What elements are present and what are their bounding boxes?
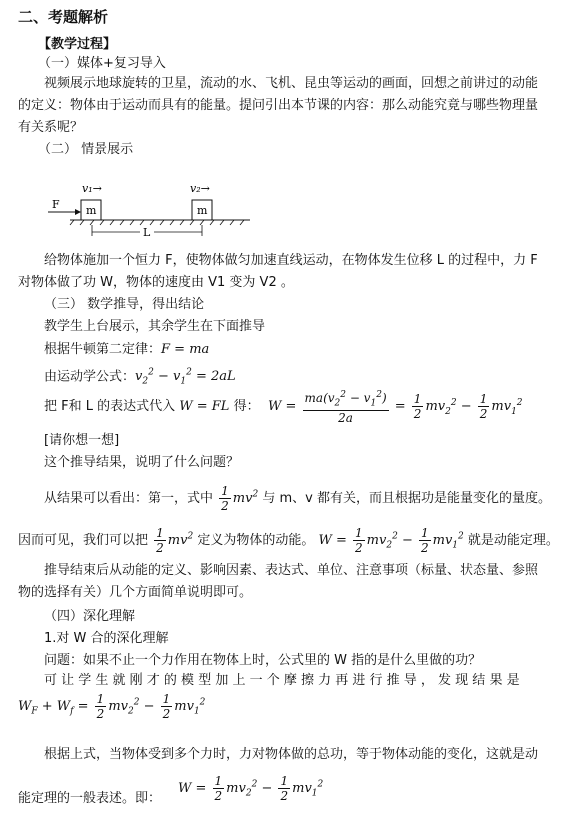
kinematics-label: 由运动学公式： [44, 369, 136, 385]
summary-line2: 物的选择有关）几个方面简单说明即可。 [18, 585, 253, 600]
teaching-process-label: 【教学过程】 [38, 37, 117, 52]
sec3-title: （三） 数学推导，得出结论 [44, 297, 205, 312]
sec1-line1: 视频展示地球旋转的卫星，流动的水、飞机、昆虫等运动的画面，回想之前讲过的动能 [44, 76, 539, 91]
friction-equation: $W_F + W_f$ = $\frac{1}{2}$ $mv_2^2$ − $\frac{1}{2}$ $mv_1^2$ [18, 692, 206, 721]
force-arrow-head [75, 209, 81, 215]
sec3-line1: 教学生上台展示，其余学生在下面推导 [44, 319, 266, 334]
summary-line1: 推导结束后从动能的定义、影响因素、表达式、单位、注意事项（标量、状态量、参照 [44, 563, 539, 578]
v2-label: v₂→ [190, 182, 210, 195]
newton-equation: F = ma [161, 342, 210, 357]
force-label: F [52, 198, 60, 211]
substitution-label: 把 F和 L 的表达式代入 [44, 399, 176, 414]
sec4-line3: 能定理的一般表述。即： [18, 791, 162, 806]
block-2-mass: m [197, 204, 208, 217]
result-line: 从结果可以看出：第一，式中 $\frac{1}{2}$ $mv^2$ 与 m、v 都有关，而且根据功是能量变化的量度。 [44, 484, 551, 513]
section-heading: 二、考题解析 [18, 8, 109, 26]
v1-label: v₁→ [82, 182, 102, 195]
get-label: 得： [233, 399, 260, 414]
think-question: 这个推导结果，说明了什么问题？ [44, 455, 240, 470]
sec4-line1: 可 让 学 生 就 刚 才 的 模 型 加 上 一 个 摩 擦 力 再 进 行 推 导 ， 发 现 结 果 是 [44, 673, 520, 688]
sec2-line1: 给物体施加一个恒力 F，使物体做匀加速直线运动，在物体发生位移 L 的过程中，力 F [44, 253, 538, 268]
derived-equation: W = $\frac{ma(v_2^2 - v_1^2)}{2a}$ = $\frac{1}{2}$ $mv_2^2$ − $\frac{1}{2}$ $mv_1^2$ [268, 390, 523, 426]
definition-line: 因而可见，我们可以把 $\frac{1}{2}$ $mv^2$ 定义为物体的动能。 W = $\frac{1}{2}$ $mv_2^2$ − $\frac{1}{2}$ $mv_1^2$ 就是动能定理。 [18, 526, 559, 555]
newton-label: 根据牛顿第二定律： [44, 342, 162, 357]
newton-line [44, 341, 209, 359]
substitution-line [44, 398, 260, 416]
sec1-line3: 有关系呢？ [18, 120, 84, 135]
sec4-question: 问题：如果不止一个力作用在物体上时，公式里的 W 指的是什么里做的功？ [44, 653, 482, 668]
definition-text-a: 因而可见，我们可以把 [18, 533, 149, 548]
sec4-line2: 根据上式，当物体受到多个力时，力对物体做的总功，等于物体动能的变化，这就是动 [44, 747, 539, 762]
sec1-line2: 的定义：物体由于运动而具有的能量。提问引出本节课的内容：那么动能究竟与哪些物理量 [18, 98, 539, 113]
sec2-title: （二） 情景展示 [38, 142, 134, 157]
result-text-b: 与 m、v 都有关，而且根据功是能量变化的量度。 [262, 491, 551, 506]
sec4-title: （四）深化理解 [44, 609, 136, 624]
think-label: [请你想一想] [44, 433, 120, 448]
force-diagram [40, 178, 290, 243]
definition-text-c: 就是动能定理。 [467, 533, 559, 548]
block-1-mass: m [86, 204, 97, 217]
theorem-equation: W = $\frac{1}{2}$ $mv_2^2$ − $\frac{1}{2}$ $mv_1^2$ [178, 774, 324, 803]
result-text-a: 从结果可以看出：第一，式中 [44, 491, 214, 506]
kinematics-line [44, 364, 236, 391]
kinematics-equation: $v_2^2 - v_1^2 = 2aL$ [135, 368, 236, 387]
work-equation: W = FL [179, 399, 230, 414]
ground-hatch [70, 220, 244, 225]
sec2-line2: 对物体做了功 W，物体的速度由 V1 变为 V2 。 [18, 275, 294, 290]
sec1-title: （一）媒体+复习导入 [38, 56, 166, 71]
distance-label: L [143, 226, 151, 239]
definition-text-b: 定义为物体的动能。 [197, 533, 315, 548]
sec4-item: 1.对 W 合的深化理解 [44, 631, 169, 646]
